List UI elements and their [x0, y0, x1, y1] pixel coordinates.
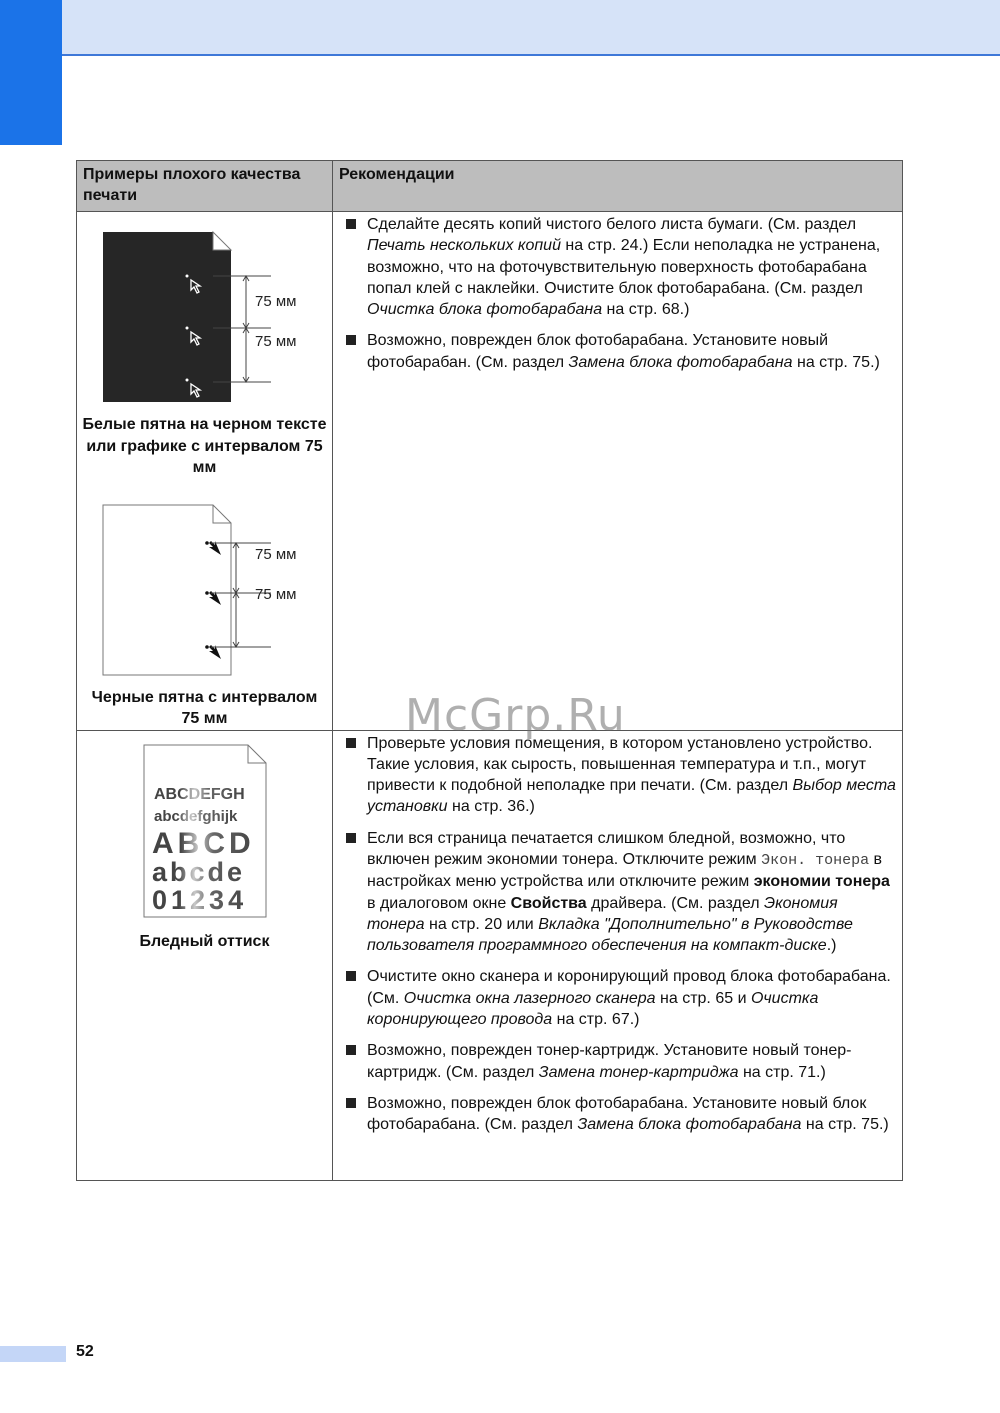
list-item: Очистите окно сканера и коронирующий провод блока фотобарабана. (См. Очистка окна лазерного сканера на стр. 65 и Очистка коронирующего провода на стр. 67.) — [345, 966, 898, 1030]
dim-label: 75 мм — [254, 333, 296, 350]
cross-reference-link: Очистка коронирующего провода — [367, 989, 819, 1029]
sample-text-line: abcde — [151, 856, 245, 887]
sample-text-line: abcdefghijk — [153, 807, 237, 825]
col-header-recommendations: Рекомендации — [333, 161, 903, 212]
col-header-examples: Примеры плохого качества печати — [77, 161, 333, 212]
list-item: Возможно, поврежден блок фотобарабана. Установите новый фотобарабан. (См. раздел Замена блока фотобарабана на стр. 75.) — [345, 330, 898, 373]
list-item: Возможно, поврежден тонер-картридж. Установите новый тонер-картридж. (См. раздел Замена тонер-картриджа на стр. 71.) — [345, 1040, 898, 1083]
example-cell-faint — [77, 730, 333, 1180]
recommendations-cell — [333, 212, 903, 731]
page-number: 52 — [76, 1343, 94, 1360]
recommendations-cell — [333, 730, 903, 1180]
example-caption-faint: Бледный оттиск — [139, 932, 270, 950]
cross-reference-link: Замена блока фотобарабана — [577, 1116, 802, 1134]
watermark: McGrp.Ru — [405, 690, 626, 741]
cross-reference-link: Экономия тонера — [367, 894, 838, 933]
list-item: Сделайте десять копий чистого белого листа бумаги. (См. раздел Печать нескольких копий на стр. 24.) Если неполадка не устранена, возможно, что на фоточувствительную поверхность фотобарабана попал клей с наклейки. Очистите блок фотобарабана. (См. раздел Очистка блока фотобарабана на стр. 68.) — [345, 214, 898, 320]
menu-setting-name: Экон. тонера — [761, 851, 870, 869]
example-cell-spots — [77, 212, 333, 731]
table-row — [77, 730, 903, 1180]
white-spots-illustration — [95, 222, 315, 404]
list-item: Проверьте условия помещения, в котором установлено устройство. Такие условия, как сырость, повышенная температура и т.п., могут привести к подобной неполадке при печати. (См. раздел Выбор места установки на стр. 36.) — [345, 733, 898, 818]
table-header-row — [77, 161, 903, 212]
faint-print-illustration — [140, 741, 270, 921]
sample-text-line: ABCDEFGH — [153, 785, 245, 803]
dim-label: 75 мм — [254, 545, 296, 563]
chapter-tab — [0, 0, 62, 145]
dim-label: 75 мм — [254, 293, 296, 310]
list-item: Возможно, поврежден блок фотобарабана. Установите новый блок фотобарабана. (См. раздел Замена блока фотобарабана на стр. 75.) — [345, 1093, 898, 1136]
header-band — [0, 0, 1000, 56]
dim-label: 75 мм — [254, 585, 296, 603]
list-item: Если вся страница печатается слишком бледной, возможно, что включен режим экономии тонера. Отключите режим Экон. тонера в настройках меню устройства или отключите режим экономии тонера в диалоговом окне Свойства драйвера. (См. раздел Экономия тонера на стр. 20 или Вкладка "Дополнительно" в Руководстве пользователя программного обеспечения на компакт-диске.) — [345, 828, 898, 957]
cross-reference-link: Замена тонер-картриджа — [538, 1063, 739, 1081]
example-caption-black-spots: Черные пятна с интервалом 75 мм — [91, 688, 318, 727]
example-caption-white-spots: Белые пятна на черном тексте или графике с интервалом 75 мм — [82, 416, 327, 476]
sample-text-line: ABCD — [151, 826, 255, 860]
cross-reference-link: Вкладка "Дополнительно" в Руководстве пользователя программного обеспечения на компакт-диске — [367, 915, 853, 955]
cross-reference-link: Замена блока фотобарабана — [568, 353, 793, 371]
cross-reference-link: Очистка окна лазерного сканера — [403, 989, 656, 1007]
cross-reference-link: Печать нескольких копий — [367, 237, 561, 255]
recommendation-list — [333, 212, 902, 373]
sample-text-line: 01234 — [151, 884, 247, 915]
black-spots-illustration — [95, 495, 315, 677]
cross-reference-link: Очистка блока фотобарабана — [367, 301, 603, 319]
troubleshooting-table — [76, 160, 903, 1181]
recommendation-list — [333, 731, 902, 1136]
cross-reference-link: Выбор места установки — [367, 777, 896, 816]
table-row — [77, 212, 903, 731]
footer-band — [0, 1346, 66, 1362]
